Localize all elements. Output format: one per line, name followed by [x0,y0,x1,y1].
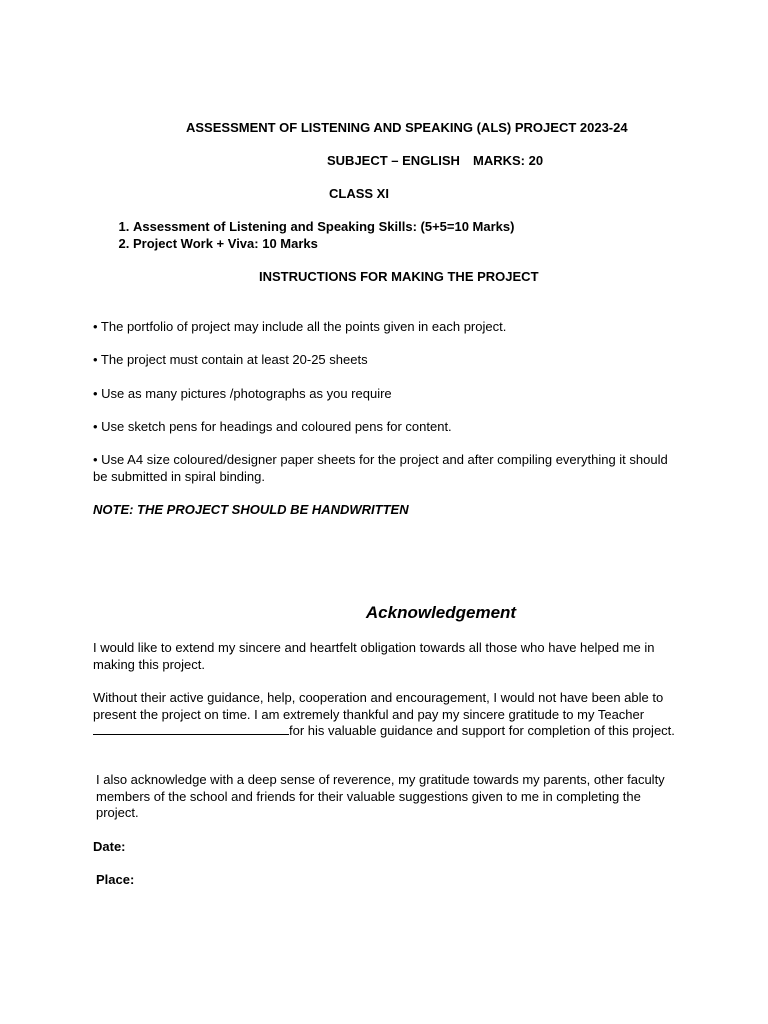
date-label: Date: [93,839,126,854]
handwritten-note: NOTE: THE PROJECT SHOULD BE HANDWRITTEN [93,502,409,517]
instruction-bullet: • Use A4 size coloured/designer paper sheets for the project and after compiling everything it should be submitted in spiral binding. [93,452,668,484]
instruction-bullet: • The portfolio of project may include all the points given in each project. [93,319,507,334]
instruction-bullet: • The project must contain at least 20-25 sheets [93,352,368,367]
instruction-bullet: • Use as many pictures /photographs as you require [93,386,392,401]
acknowledgement-title: Acknowledgement [365,603,517,622]
class-label: CLASS XI [329,186,389,201]
acknowledgement-paragraph: I also acknowledge with a deep sense of reverence, my gratitude towards my parents, other faculty members of the school and friends for their valuable suggestions given to me in completing the project. [96,772,665,820]
acknowledgement-paragraph [93,690,683,740]
list-item: 1. Assessment of Listening and Speaking Skills: (5+5=10 Marks) [133,219,514,236]
instructions-heading: INSTRUCTIONS FOR MAKING THE PROJECT [259,269,539,284]
acknowledgement-paragraph: I would like to extend my sincere and heartfelt obligation towards all those who have helped me in making this project. [93,640,655,672]
teacher-name-blank [93,723,289,735]
place-label: Place: [96,872,135,887]
instruction-bullet: • Use sketch pens for headings and coloured pens for content. [93,419,452,434]
marks-label: MARKS: 20 [473,153,544,168]
subject-label: SUBJECT – ENGLISH [327,153,460,168]
assessment-list [93,219,514,252]
paragraph-text: Without their active guidance, help, cooperation and encouragement, I would not have been able to present the project on time. I am extremely thankful and pay my sincere gratitude to my Teacher [93,690,664,722]
list-item: 2. Project Work + Viva: 10 Marks [133,236,514,253]
document-title: ASSESSMENT OF LISTENING AND SPEAKING (ALS) PROJECT 2023-24 [186,120,628,135]
paragraph-text: for his valuable guidance and support for completion of this project. [289,723,675,738]
